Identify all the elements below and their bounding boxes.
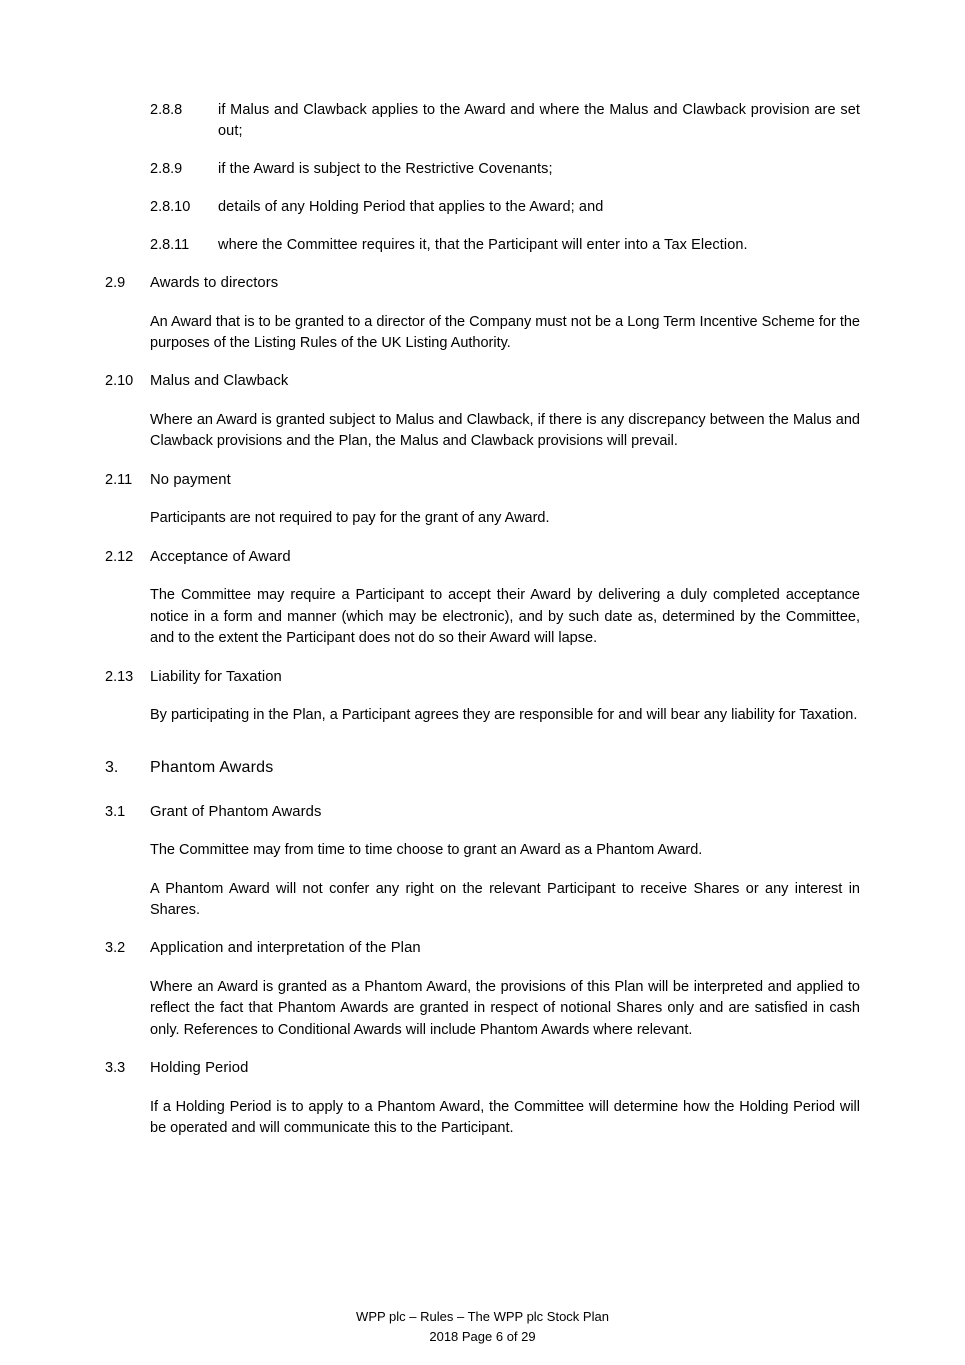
clause-heading bbox=[105, 1058, 860, 1079]
clause-text: Liability for Taxation bbox=[150, 668, 282, 685]
clause-number: 2.8.10 bbox=[150, 199, 191, 216]
clause-number: 3.3 bbox=[105, 1060, 126, 1077]
body-paragraph: Participants are not required to pay for the grant of any Award. bbox=[150, 510, 550, 527]
clause-heading bbox=[105, 371, 860, 392]
clause-number: 3. bbox=[105, 759, 119, 777]
clause-text: Acceptance of Award bbox=[150, 548, 291, 565]
body-paragraph: An Award that is to be granted to a director of the Company must not be a Long Term Incentive Scheme for the purposes of the Listing Rules of the UK Listing Authority. bbox=[150, 313, 860, 351]
clause-heading bbox=[105, 938, 860, 959]
clause-number: 2.13 bbox=[105, 668, 134, 685]
clause-text: Grant of Phantom Awards bbox=[150, 803, 322, 820]
body-paragraph: By participating in the Plan, a Participant agrees they are responsible for and will bear any liability for Taxation. bbox=[150, 706, 858, 723]
clause-number: 2.8.11 bbox=[150, 237, 190, 254]
sub-clause-item bbox=[105, 100, 860, 142]
body-paragraph: The Committee may require a Participant to accept their Award by delivering a duly completed acceptance notice in a form and manner (which may be electronic), and by such date as, determined by the Committee, and to the extent the Participant does not do so their Award will lapse. bbox=[150, 587, 860, 647]
clause-heading bbox=[105, 802, 860, 823]
clause-number: 3.2 bbox=[105, 940, 126, 957]
body-paragraph: The Committee may from time to time choose to grant an Award as a Phantom Award. bbox=[150, 842, 703, 859]
body-paragraph: Where an Award is granted as a Phantom Award, the provisions of this Plan will be interpreted and applied to reflect the fact that Phantom Awards are granted in respect of notional Shares only and are satisfied in cash only. References to Conditional Awards will include Phantom Awards where relevant. bbox=[150, 978, 860, 1038]
sub-clause-item bbox=[105, 235, 860, 256]
clause-number: 2.10 bbox=[105, 373, 134, 390]
footer-line-1: WPP plc – Rules – The WPP plc Stock Plan bbox=[356, 1308, 609, 1324]
section-heading bbox=[105, 756, 860, 779]
clause-heading bbox=[105, 667, 860, 688]
page-footer bbox=[0, 1307, 965, 1347]
clause-heading bbox=[105, 470, 860, 491]
clause-text: if Malus and Clawback applies to the Award and where the Malus and Clawback provision are set out; bbox=[218, 102, 860, 140]
clause-number: 2.9 bbox=[105, 275, 126, 292]
clause-text: Holding Period bbox=[150, 1060, 249, 1077]
sub-clause-item bbox=[105, 159, 860, 180]
clause-text: Application and interpretation of the Plan bbox=[150, 940, 421, 957]
footer-line-2: 2018 Page 6 of 29 bbox=[429, 1328, 536, 1344]
body-paragraph: A Phantom Award will not confer any right on the relevant Participant to receive Shares or any interest in Shares. bbox=[150, 880, 860, 918]
body-paragraph: Where an Award is granted subject to Malus and Clawback, if there is any discrepancy between the Malus and Clawback provisions and the Plan, the Malus and Clawback provisions will prevail. bbox=[150, 411, 860, 450]
clause-heading bbox=[105, 273, 860, 294]
clause-text: where the Committee requires it, that the Participant will enter into a Tax Election. bbox=[218, 237, 748, 254]
document-body bbox=[105, 100, 860, 1140]
clause-number: 2.8.9 bbox=[150, 161, 183, 178]
clause-text: details of any Holding Period that applies to the Award; and bbox=[218, 199, 604, 216]
clause-text: Malus and Clawback bbox=[150, 373, 289, 390]
clause-number: 2.12 bbox=[105, 548, 134, 565]
clause-text: Awards to directors bbox=[150, 275, 279, 292]
clause-text: No payment bbox=[150, 471, 231, 488]
clause-heading bbox=[105, 547, 860, 568]
clause-text: Phantom Awards bbox=[150, 759, 274, 777]
body-paragraph: If a Holding Period is to apply to a Phantom Award, the Committee will determine how the Holding Period will be operated and will communicate this to the Participant. bbox=[150, 1098, 860, 1137]
sub-clause-item bbox=[105, 197, 860, 218]
clause-text: if the Award is subject to the Restrictive Covenants; bbox=[218, 161, 553, 178]
clause-number: 2.11 bbox=[105, 471, 133, 488]
clause-number: 2.8.8 bbox=[150, 102, 183, 118]
clause-number: 3.1 bbox=[105, 803, 126, 820]
